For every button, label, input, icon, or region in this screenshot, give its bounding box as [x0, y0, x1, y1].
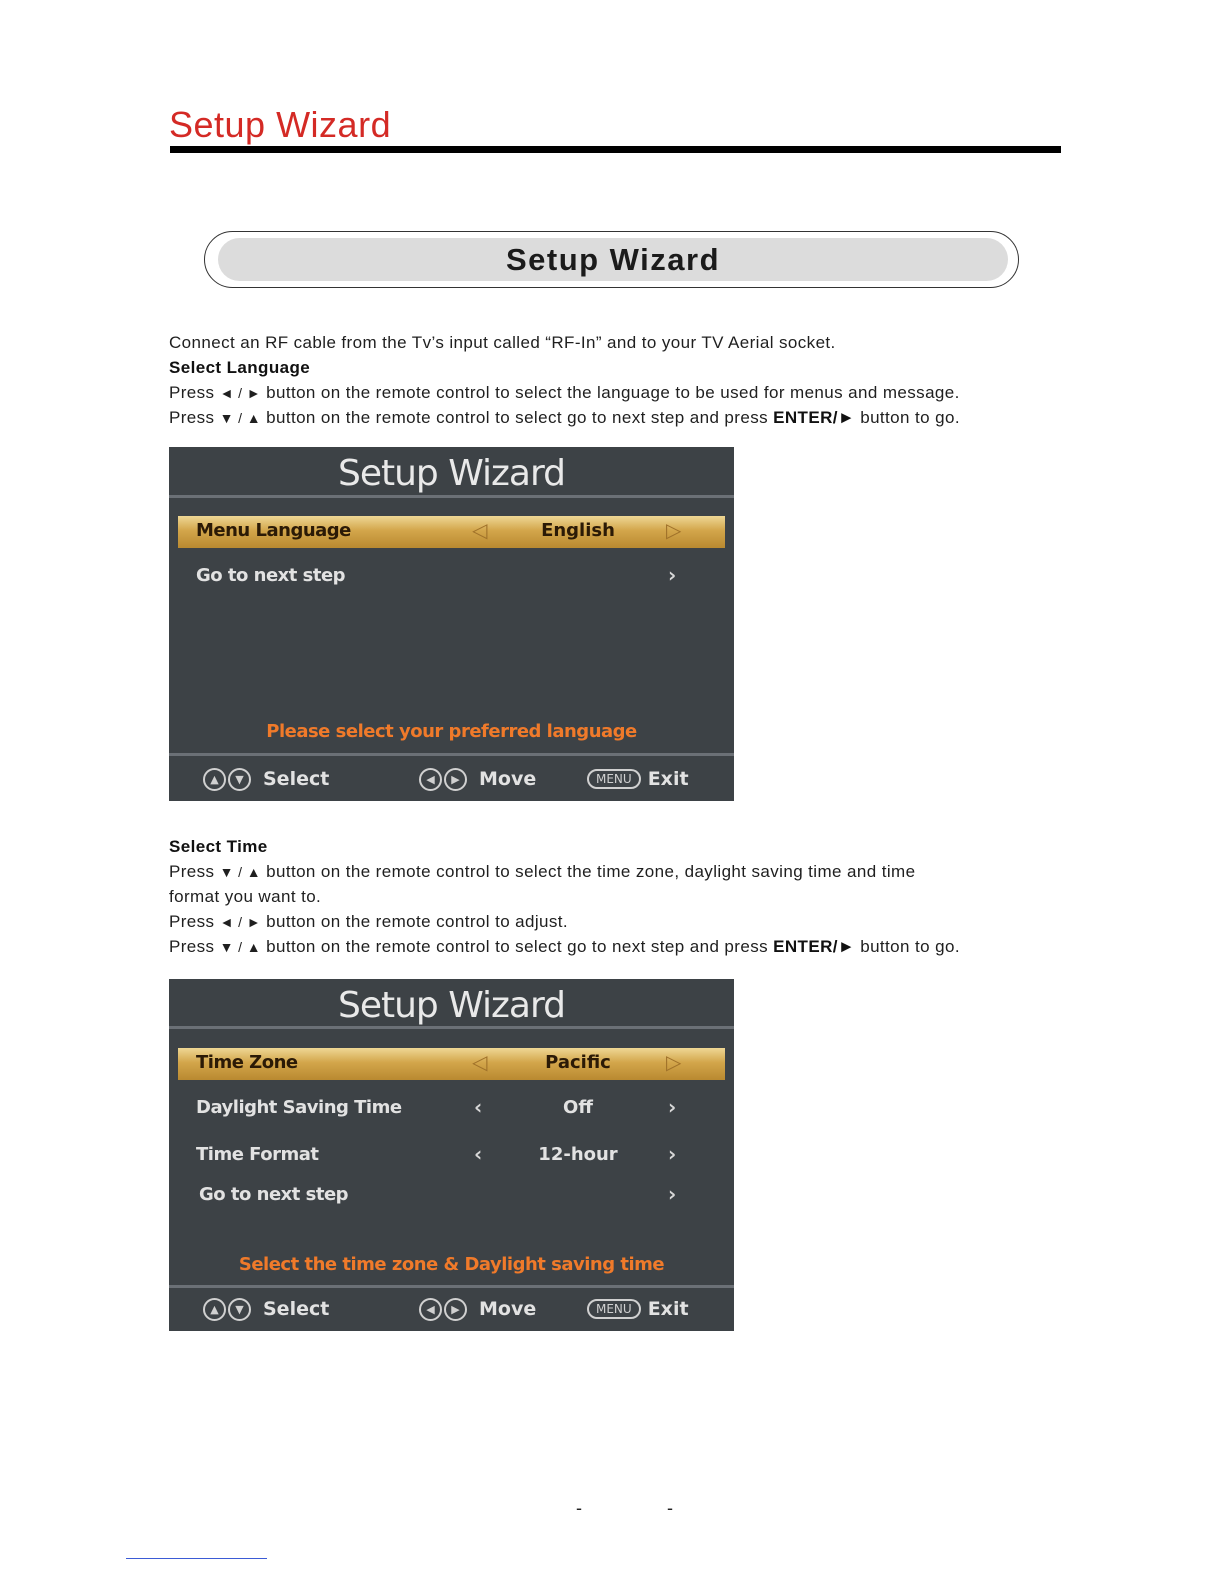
- time-instruction-3: Press ▼ / ▲ button on the remote control to select go to next step and press ENTER/► button to go.: [169, 937, 960, 956]
- tv-screen-time: [169, 979, 734, 1331]
- footer-rule: [126, 1558, 267, 1559]
- daylight-saving-label: Daylight Saving Time: [196, 1097, 402, 1118]
- up-button-icon: ▲: [203, 768, 226, 791]
- tv-footer-divider: [169, 753, 734, 756]
- section-banner-title: Setup Wizard: [505, 242, 721, 277]
- left-right-arrows-icon: ◄ / ►: [219, 385, 261, 401]
- left-button-icon: ◀: [419, 1298, 442, 1321]
- time-zone-row[interactable]: [178, 1048, 725, 1080]
- right-arrow-icon[interactable]: ▷: [666, 1050, 682, 1074]
- move-label: Move: [479, 1298, 537, 1320]
- section-banner: [204, 231, 1019, 288]
- tv-screen-title: Setup Wizard: [337, 453, 565, 494]
- go-to-next-step-label: Go to next step: [199, 1184, 349, 1205]
- down-button-icon: ▼: [228, 768, 251, 791]
- down-up-arrows-icon: ▼ / ▲: [219, 939, 261, 955]
- daylight-saving-value: Off: [563, 1097, 593, 1118]
- time-instruction-1-cont: format you want to.: [169, 887, 322, 906]
- select-label: Select: [263, 768, 330, 790]
- footer-select-hint: [203, 765, 329, 793]
- chevron-right-icon[interactable]: ›: [668, 1182, 677, 1206]
- footer-move-hint: [419, 1295, 536, 1323]
- tv-footer: [169, 757, 734, 801]
- time-format-value: 12-hour: [538, 1144, 618, 1165]
- go-to-next-step-label: Go to next step: [196, 565, 346, 586]
- right-button-icon: ▶: [444, 1298, 467, 1321]
- menu-language-row[interactable]: [178, 516, 725, 548]
- language-heading: Select Language: [169, 358, 311, 377]
- chevron-left-icon[interactable]: ‹: [474, 1095, 483, 1119]
- time-zone-value: Pacific: [545, 1052, 611, 1073]
- chevron-left-icon[interactable]: ‹: [474, 1142, 483, 1166]
- exit-label: Exit: [647, 1298, 689, 1320]
- page-number: - -: [576, 1498, 713, 1518]
- chevron-right-icon[interactable]: ›: [668, 563, 677, 587]
- heading-divider: [170, 146, 1061, 153]
- page-title: Setup Wizard: [169, 104, 392, 145]
- right-arrow-icon[interactable]: ▷: [666, 518, 682, 542]
- left-button-icon: ◀: [419, 768, 442, 791]
- tv-title-divider: [169, 1026, 734, 1029]
- chevron-right-icon[interactable]: ›: [668, 1095, 677, 1119]
- tv-title-divider: [169, 495, 734, 498]
- daylight-saving-row[interactable]: [178, 1093, 725, 1125]
- language-instruction-1: Press ◄ / ► button on the remote control to select the language to be used for menus and message.: [169, 383, 960, 402]
- footer-exit-hint: [587, 1295, 689, 1323]
- time-format-row[interactable]: [178, 1140, 725, 1172]
- tv-hint-text: Select the time zone & Daylight saving time: [238, 1254, 665, 1275]
- time-zone-label: Time Zone: [196, 1052, 298, 1073]
- time-heading: Select Time: [169, 837, 268, 856]
- time-instruction-1: Press ▼ / ▲ button on the remote control to select the time zone, daylight saving time and time: [169, 862, 916, 881]
- up-button-icon: ▲: [203, 1298, 226, 1321]
- go-to-next-step-row[interactable]: [178, 1180, 725, 1212]
- left-arrow-icon[interactable]: ◁: [472, 1050, 488, 1074]
- menu-language-label: Menu Language: [196, 520, 351, 541]
- tv-screen-title: Setup Wizard: [337, 985, 565, 1026]
- footer-exit-hint: [587, 765, 689, 793]
- move-label: Move: [479, 768, 537, 790]
- down-button-icon: ▼: [228, 1298, 251, 1321]
- language-instruction-2: Press ▼ / ▲ button on the remote control to select go to next step and press ENTER/► button to go.: [169, 408, 960, 427]
- go-to-next-step-row[interactable]: [178, 561, 725, 593]
- menu-language-value: English: [541, 520, 615, 541]
- left-arrow-icon[interactable]: ◁: [472, 518, 488, 542]
- right-button-icon: ▶: [444, 768, 467, 791]
- time-instruction-2: Press ◄ / ► button on the remote control to adjust.: [169, 912, 569, 931]
- down-up-arrows-icon: ▼ / ▲: [219, 410, 261, 426]
- chevron-right-icon[interactable]: ›: [668, 1142, 677, 1166]
- down-up-arrows-icon: ▼ / ▲: [219, 864, 261, 880]
- section-banner-fill: [218, 238, 1008, 281]
- select-label: Select: [263, 1298, 330, 1320]
- menu-key-icon: MENU: [587, 769, 641, 789]
- left-right-arrows-icon: ◄ / ►: [219, 914, 261, 930]
- tv-hint-text: Please select your preferred language: [266, 721, 637, 742]
- footer-select-hint: [203, 1295, 329, 1323]
- intro-text: Connect an RF cable from the Tv’s input called “RF-In” and to your TV Aerial socket.: [169, 333, 836, 352]
- exit-label: Exit: [647, 768, 689, 790]
- menu-key-icon: MENU: [587, 1299, 641, 1319]
- footer-move-hint: [419, 765, 536, 793]
- tv-footer: [169, 1287, 734, 1331]
- tv-screen-language: [169, 447, 734, 801]
- time-format-label: Time Format: [196, 1144, 319, 1165]
